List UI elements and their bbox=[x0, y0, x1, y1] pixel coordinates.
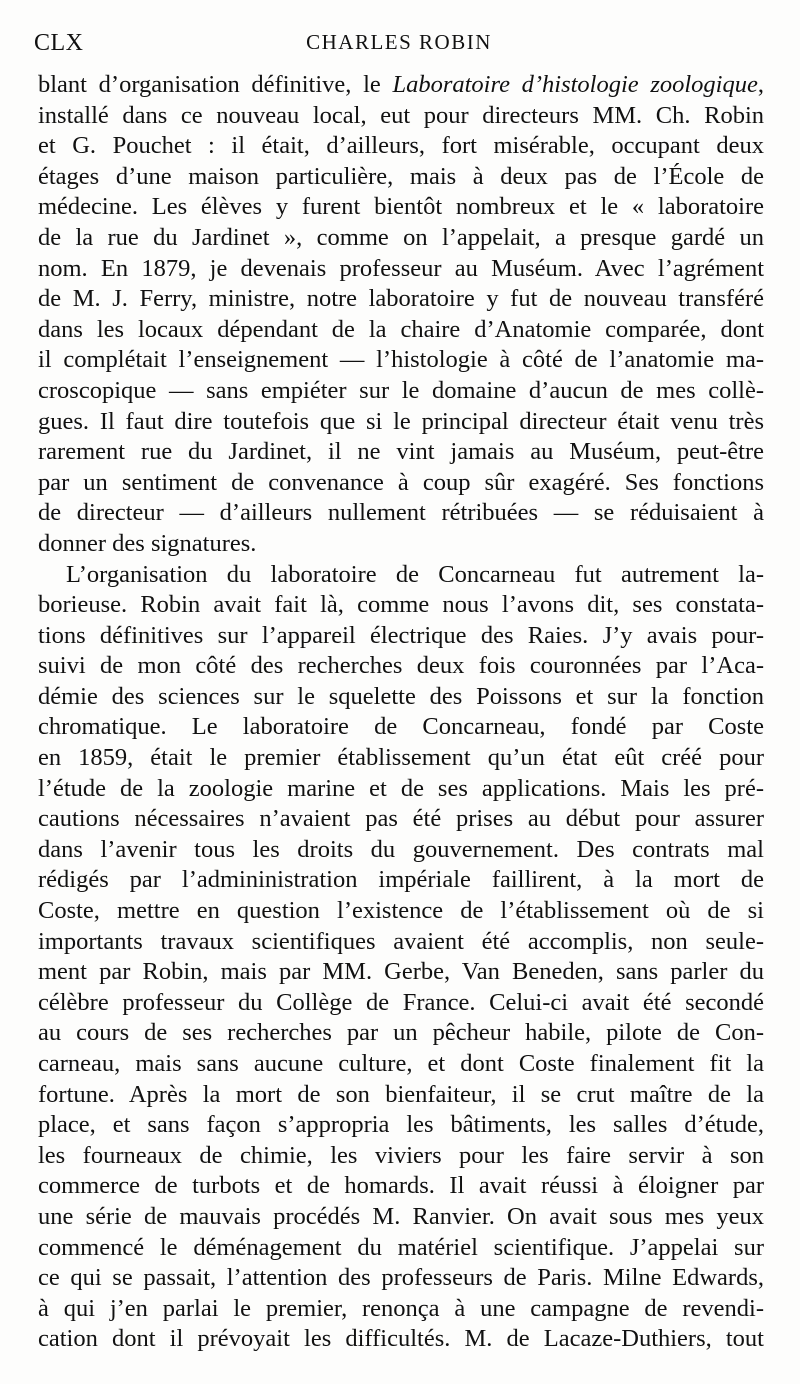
text-line: dans l’avenir tous les droits du gouvernement. Des contrats mal bbox=[38, 835, 764, 863]
text-line: au cours de ses recherches par un pêcheur habile, pilote de Con- bbox=[38, 1019, 764, 1047]
text-line: dans les locaux dépendant de la chaire d’Anatomie comparée, dont bbox=[38, 315, 764, 343]
page-number: CLX bbox=[34, 30, 84, 56]
text-line: ce qui se passait, l’attention des professeurs de Paris. Milne Edwards, bbox=[38, 1264, 764, 1292]
text-line: tions définitives sur l’appareil électrique des Raies. J’y avais pour- bbox=[38, 621, 764, 649]
italic-lab-name: Laboratoire d’histologie zoologique bbox=[392, 71, 758, 98]
text-line: place, et sans façon s’appropria les bâtiments, les salles d’étude, bbox=[38, 1111, 764, 1139]
text-line: chromatique. Le laboratoire de Concarneau, fondé par Coste bbox=[38, 713, 764, 741]
text-line: fortune. Après la mort de son bienfaiteur, il se crut maître de la bbox=[38, 1080, 764, 1108]
text-line: médecine. Les élèves y furent bientôt nombreux et le « laboratoire bbox=[38, 193, 764, 221]
text-line: rédigés par l’admininistration impériale faillirent, à la mort de bbox=[38, 866, 764, 894]
text-line: cautions nécessaires n’avaient pas été prises au début pour assurer bbox=[38, 805, 764, 833]
text-line: blant d’organisation définitive, le Laboratoire d’histologie zoologique, bbox=[38, 71, 764, 98]
text-line: une série de mauvais procédés M. Ranvier. On avait sous mes yeux bbox=[38, 1202, 764, 1230]
text-line: importants travaux scientifiques avaient été accomplis, non seule- bbox=[38, 927, 764, 955]
paragraph-end-line: donner des signatures. bbox=[38, 529, 257, 557]
text-line: installé dans ce nouveau local, eut pour directeurs MM. Ch. Robin bbox=[38, 101, 764, 129]
body-text bbox=[38, 70, 764, 1355]
text-line: commencé le déménagement du matériel scientifique. J’appelai sur bbox=[38, 1233, 764, 1261]
paragraph-start-line: L’organisation du laboratoire de Concarneau fut autrement la- bbox=[66, 560, 764, 588]
text-line: de directeur — d’ailleurs nullement rétribuées — se réduisaient à bbox=[38, 499, 764, 527]
running-head bbox=[34, 30, 764, 62]
text-line: suivi de mon côté des recherches deux fois couronnées par l’Aca- bbox=[38, 652, 764, 680]
text-line: l’étude de la zoologie marine et de ses applications. Mais les pré- bbox=[38, 774, 764, 802]
text-line: nom. En 1879, je devenais professeur au Muséum. Avec l’agrément bbox=[38, 254, 764, 282]
text-line: de M. J. Ferry, ministre, notre laboratoire y fut de nouveau transféré bbox=[38, 285, 764, 313]
text-line: cation dont il prévoyait les difficultés. M. de Lacaze-Duthiers, tout bbox=[38, 1325, 764, 1353]
running-title: CHARLES ROBIN bbox=[306, 30, 492, 54]
text-line: il complétait l’enseignement — l’histologie à côté de l’anatomie ma- bbox=[38, 346, 764, 374]
text-line: étages d’une maison particulière, mais à deux pas de l’École de bbox=[38, 162, 764, 190]
text-line: démie des sciences sur le squelette des Poissons et sur la fonction bbox=[38, 682, 764, 710]
text-line: ment par Robin, mais par MM. Gerbe, Van Beneden, sans parler du bbox=[38, 958, 764, 986]
text-line: à qui j’en parlai le premier, renonça à une campagne de revendi- bbox=[38, 1294, 764, 1322]
text-line: borieuse. Robin avait fait là, comme nous l’avons dit, ses constata- bbox=[38, 591, 764, 619]
text-line: célèbre professeur du Collège de France. Celui-ci avait été secondé bbox=[38, 988, 764, 1016]
text-line: de la rue du Jardinet », comme on l’appelait, a presque gardé un bbox=[38, 223, 764, 251]
text-line: commerce de turbots et de homards. Il avait réussi à éloigner par bbox=[38, 1172, 764, 1200]
text-line: par un sentiment de convenance à coup sûr exagéré. Ses fonctions bbox=[38, 468, 764, 496]
text-line: et G. Pouchet : il était, d’ailleurs, fort misérable, occupant deux bbox=[38, 132, 764, 160]
text-line: en 1859, était le premier établissement qu’un état eût créé pour bbox=[38, 744, 764, 772]
text-line: croscopique — sans empiéter sur le domaine d’aucun de mes collè- bbox=[38, 376, 764, 404]
text-line: rarement rue du Jardinet, il ne vint jamais au Muséum, peut-être bbox=[38, 438, 764, 466]
text-line: gues. Il faut dire toutefois que si le principal directeur était venu très bbox=[38, 407, 764, 435]
text-line: Coste, mettre en question l’existence de l’établissement où de si bbox=[38, 897, 764, 925]
text-line: les fourneaux de chimie, les viviers pour les faire servir à son bbox=[38, 1141, 764, 1169]
text-line: carneau, mais sans aucune culture, et dont Coste finalement fit la bbox=[38, 1050, 764, 1077]
